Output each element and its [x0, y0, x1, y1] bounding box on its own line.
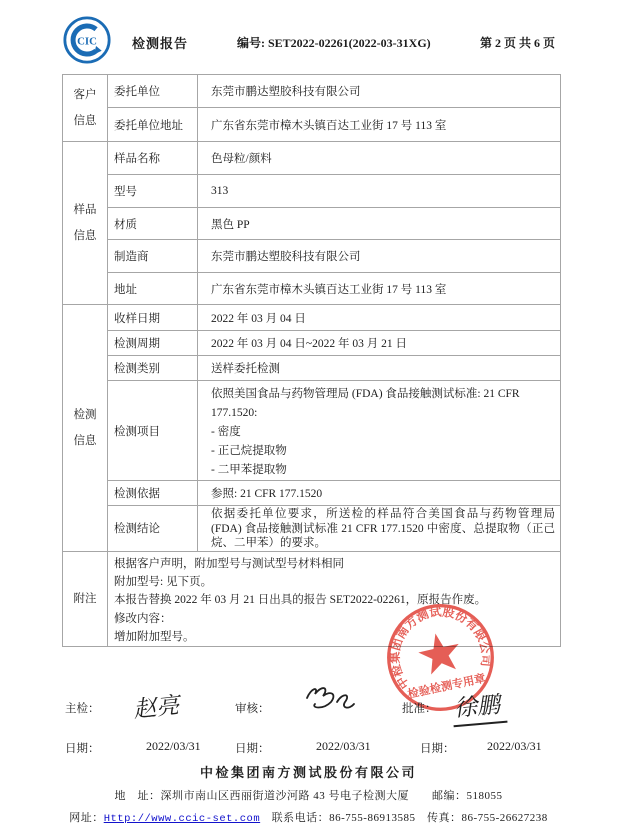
- date-label: 日期：: [65, 743, 100, 755]
- field-label: 型号: [108, 175, 198, 208]
- field-label: 检测类别: [108, 356, 198, 381]
- section-notes: 附注: [63, 551, 108, 646]
- field-label: 委托单位: [108, 75, 198, 108]
- field-label: 检测周期: [108, 331, 198, 356]
- field-label: 材质: [108, 208, 198, 240]
- test-conclusion: 依据委托单位要求，所送检的样品符合美国食品与药物管理局 (FDA) 食品接触测试标准 21 CFR 177.1520 中密度、总提取物（正己烷、二甲苯）的要求。: [198, 506, 561, 552]
- section-customer-info: 客户 信息: [63, 75, 108, 142]
- ccic-logo-icon: [60, 15, 114, 65]
- footer-company-name: 中检集团南方测试股份有限公司: [199, 765, 417, 780]
- reviewer-label: 审核：: [235, 703, 270, 715]
- footer-address: 地 址：深圳市南山区西丽街道沙河路 43 号电子检测大厦 邮编：518055: [114, 790, 503, 802]
- field-value: 色母粒/颜料: [198, 142, 561, 175]
- approver-label: 批准：: [402, 703, 437, 715]
- phone-fax: 联系电话：86-755-86913585 传真：86-755-26627238: [260, 812, 548, 824]
- website-link[interactable]: Http://www.ccic-set.com: [103, 813, 261, 825]
- section-test-info: 检测 信息: [63, 305, 108, 552]
- field-label: 制造商: [108, 240, 198, 273]
- reviewer-signature: [293, 682, 357, 720]
- field-label: 检测结论: [108, 506, 198, 552]
- date-label: 日期：: [235, 743, 270, 755]
- date-label: 日期：: [420, 743, 455, 755]
- approver-date: 2022/03/31: [487, 739, 542, 753]
- footer: [0, 762, 617, 825]
- field-value: 送样委托检测: [198, 356, 561, 381]
- reviewer-date: 2022/03/31: [316, 739, 371, 753]
- field-value: 东莞市鹏达塑胶科技有限公司: [198, 75, 561, 108]
- field-value: 黑色 PP: [198, 208, 561, 240]
- field-value: 2022 年 03 月 04 日~2022 年 03 月 21 日: [198, 331, 561, 356]
- field-label: 样品名称: [108, 142, 198, 175]
- report-title: 检测报告: [132, 36, 189, 51]
- info-table: [62, 74, 561, 647]
- field-value: 东莞市鹏达塑胶科技有限公司: [198, 240, 561, 273]
- field-label: 检测依据: [108, 481, 198, 506]
- field-value: 广东省东莞市樟木头镇百达工业街 17 号 113 室: [198, 273, 561, 305]
- field-label: 检测项目: [108, 381, 198, 481]
- field-value: 2022 年 03 月 04 日: [198, 305, 561, 331]
- approver-signature: 徐鹏: [450, 686, 507, 728]
- field-label: 收样日期: [108, 305, 198, 331]
- inspector-label: 主检：: [65, 703, 100, 715]
- inspector-signature: 赵亮: [132, 692, 181, 724]
- test-items: 依照美国食品与药物管理局 (FDA) 食品接触测试标准: 21 CFR 177.1520: - 密度 - 正己烷提取物 - 二甲苯提取物: [198, 381, 561, 481]
- website-label: 网址：: [69, 812, 104, 824]
- section-sample-info: 样品 信息: [63, 142, 108, 305]
- stamp-star-icon: [415, 629, 463, 676]
- field-label: 地址: [108, 273, 198, 305]
- footer-contact: [0, 809, 617, 825]
- field-value: 广东省东莞市樟木头镇百达工业街 17 号 113 室: [198, 108, 561, 142]
- field-label: 委托单位地址: [108, 108, 198, 142]
- field-value: 313: [198, 175, 561, 208]
- svg-text:中检集团南方测试股份有限公司: 中检集团南方测试股份有限公司: [388, 605, 493, 692]
- page-indicator: 第 2 页 共 6 页: [480, 36, 556, 50]
- report-number: 编号: SET2022-02261(2022-03-31XG): [237, 36, 431, 50]
- notes-content: 根据客户声明，附加型号与测试型号材料相同 附加型号: 见下页。 本报告替换 2022 年 03 月 21 日出具的报告 SET2022-02261，原报告作废。 修改内容： 增加附加型号。: [108, 551, 561, 646]
- svg-text:检验检测专用章: 检验检测专用章: [406, 672, 487, 701]
- field-value: 参照: 21 CFR 177.1520: [198, 481, 561, 506]
- svg-text:CIC: CIC: [77, 35, 97, 48]
- inspector-date: 2022/03/31: [146, 739, 201, 753]
